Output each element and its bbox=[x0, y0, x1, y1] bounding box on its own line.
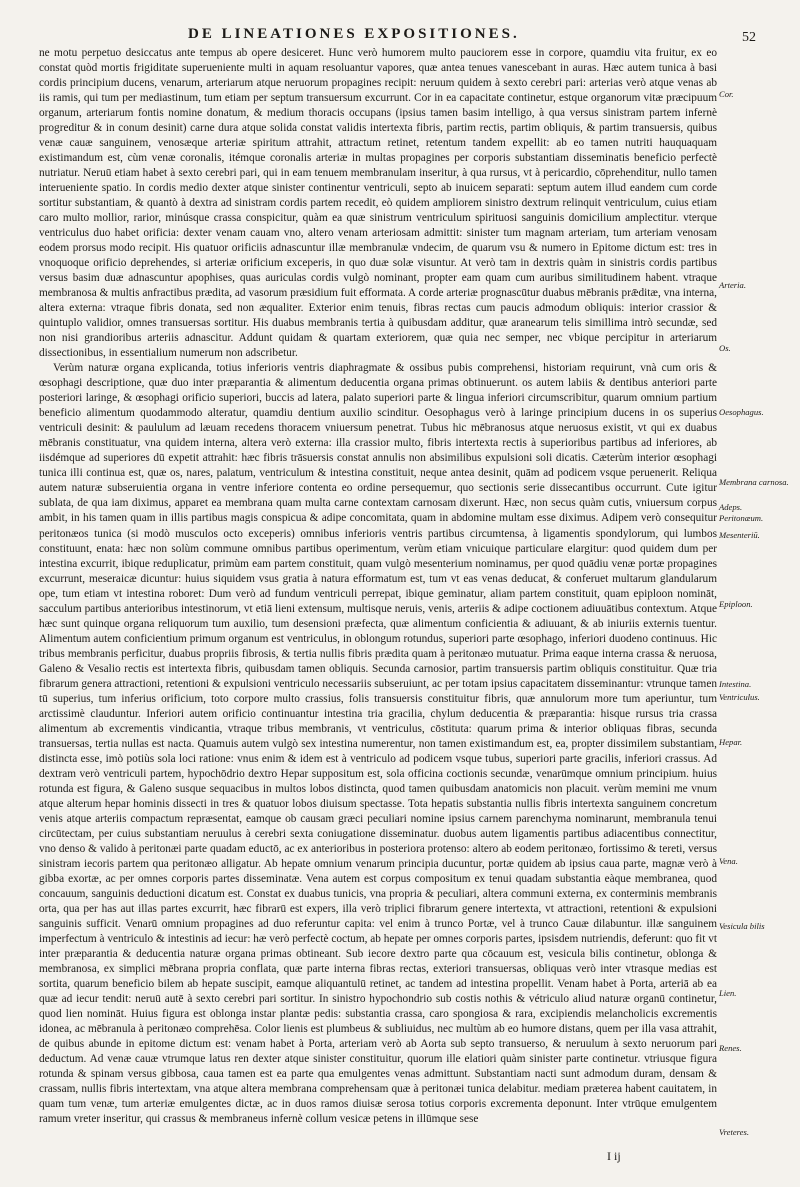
margin-note: Hepar. bbox=[719, 737, 743, 747]
paragraph: Verùm naturæ organa explicanda, totius inferioris ventris diaphragmate & ossibus pubis comprehensi, historiam requirunt, vnà cum oris & œsophagi descriptione, quæ duo inter præparantia & alimentum deducentia organa primas obtinuerunt. os autem labiis & dentibus anteriori parte posteriori laringe, & œsophagi orificio superiori, buccis ad latera, palato superiori parte & lingua inferiori circumscribitur, quarum omnium partium beneficio alimentum quodammodo alteratur, quamdiu dentium auxilio scinditur. Oesophagus verò à laringe principium ducens in os superius ventriculi desinit: & paululum ad læuam recedens thoracem vniuersum penetrat. Tubus hic mēbranosus atque neruosus existit, vt qui ex duabus mēbranis constituatur, vna quidem interna, altera verò externa: illa crassior multo, fibris intertexta rectis à superioribus partibus ad inferiores, ab iisdémque ad superiores dū expetit attrahit: hæc fibris trāsuersis constat annulis non absimilibus expulsioni soli dicatis. Cæterùm interior œsophagi tunica illi continua est, quæ os, nares, palatum, ventriculum & intestina constituit, neque antea desinit, quām ad podicem vsque peruenerit. Reliqua autem naturæ subseruientia organa in ventre inferiore contenta eo ordine persequemur, quo sectionis serie dissecantibus occurrunt. Cute igitur sublata, de qua iam diximus, apparet ea membrana quam multa carne contextam carnosam dixerunt. Hæc, non secus quàm cutis, vniuersum corpus ambit, in his tamen quam in illis partibus magis conspicua & adipe concomitata, quam in abdomine multam esse diximus. Adipem verò consequitur peritonæos tunica (si modò musculos octo exceperis) omnibus inferioris ventris partibus circumtensa, à ligamentis spondylorum, qui lumbos constituunt, enata: hæc non solùm commune omnibus partibus operimentum, verùm etiam vnicuique particulare elargitur: quod quidem dum per intestina excurrit, ibique reduplicatur, primùm eam partem constituit, quam vulgò mesenterium nominamus, per quod quādiu venæ portæ propagines excurrunt, meseraicæ dicuntur: huius siquidem vsus gratia à natura efformatum est, tum vt eas venas deducat, & conferuet multarum glandularum ope, tum etiam vt intestina roboret: Dum verò ad fundum ventriculi perrepat, ibique geminatur, aliam partem constituit, quam epiploon nomināt, sacculum partibus anterioribus intestinorum, vt etiā lieni extensum, multisque neruis, venis, arteriis & adipe coctionem adiuuātibus contextum. Atque hæc sunt quinque organa reliquorum tum auxilio, tum desensioni præfecta, quæ alimentum conficientia & adiuuant, & ab iniuriis externis tuentur. Alimentum autem conficientium primum organum est ventriculus, in oblongum rotundus, superiori parte œsophago, inferiori duodeno continuus. Hic tribus membranis perficitur, duabus propriis fibrosis, & tertia nullis fibris prædita quam à peritonæo mutuatur. Prima eaque interna crassa & neruosa, Galeno & Vesalio rectis est intertexta fibris, quibusdam tamen obliquis. Secunda carnosior, partim transuersis partim obliquis constituitur. Quæ tria fibrarum genera attractioni, retentioni & expulsioni ventriculo necessariis subseruiunt, ac per totam ipsius capacitatem disseminantur: vtrunque tamen tū superius, tum inferius orificium, toto corpore multo crassius, folis transuersis constituitur fibris, quæ annulorum more tum aperiuntur, tum arctissimè clauduntur. Inferiori autem orificio continuantur intestina tria gracilia, chylum deducentia & præparantia: hisque rursus tria crassa alimentum ab excrementis vindicantia, vtraque tribus membranis, vt ventriculus, cōstituta: quarum prima & interior obliquas fibras, secunda transuersas, tertia nullas est nacta. Quamuis autem vulgò sex intestina numerentur, non tamen existimandum est, ea, propter dissimilem substantiam, distincta esse, imò potiùs sola loci ratione: vnus enim & idem est à ventriculo ad podicem vsque tubus, superiori parte gracilis, inferiori crassus. Ad dextram verò ventriculi partem, hypochōdrio dextro Hepar suppositum est, sola officina coctionis secundæ, venarūmque omnium principium. huius rotunda est figura, & Galeno susque sequacibus in multos lobos distincta, quod tamen quibusdam anatomicis non placuit. verùm memini me vnum atque alterum hepar hominis dissecti in tres & quatuor lobos diuisum spectasse. Tota hepatis substantia nullis fibris intertexta sanguinem concretum venis atque arteriis compactum repræsentat, eamque ob causam græci peculiari nomine ipsius carnem parenchyma nominarunt, membranula tenui circūtectam, per cuius substantiam neruulus à cerebri sexta coniugatione disseminatur. duobus autem ligamentis partibus adiacentibus connectitur, vno denso & valido à peritonæi parte quadam eductō, ac ex anterioribus in posteriora protenso: altero ab eodem peritonæo, fortissimo & tereti, versus sinistram iecoris partem qua peritonæo alligatur. Ab hepate omnium venarum principia ducuntur, portæ quidem ab ipsius caua parte, magnæ verò à gibba exortæ, ac per omnes corporis partes disseminatæ. Vena autem est corpus compositum ex tenui quadam substantia eàque membranea, quod concauum, sanguinis deductioni dicatum est. Constat ex duabus tunicis, vna propria & peculiari, altera communi externa, ex conterminis membranis orta, qua per has aut illas partes excurrit, hæc fibrarū est expers, illa verò triplici fibrarum genere intertexta, vt attractioni, retentioni & expulsioni sanguinis sufficit. Venarū omnium propagines ad duo referuntur capita: vel enim à trunco Portæ, vel à trunco Cauæ dilabuntur. illæ sanguinem imperfectum à ventriculo & intestinis ad iecur: hæ verò perfectè coctum, ab hepate per omnes corporis partes, ipsisdem nutriendis, deferunt: quo fit vt inter præparantia & deducentia naturæ organa primas obtineant. Sub iecore dextro parte qua cōcauum est, vesicula bilis continetur, oblonga & membranosa, ex simplici mēbrana propria conflata, quæ parte interna fibras rectas, exteriori transuersas, obliquas verò inter vtrasque medias est sortita, quarum beneficio bilem ab hepate suscipit, eamque aliquantulū retinet, ac tandem ad intestina propellit. Venam habet à Porta, arteriā ab ea quæ ad iecur tendit: neruū autē à sexto cerebri pari sortitur. In sinistro hypochondrio sub costis nothis & vétriculo aliud naturæ organū continetur, quod lien nomināt. Huius figura est oblonga instar plantæ pedis: substantia crassa, caro spongiosa & rara, excipiendis melancholicis excrementis idonea, ac mēbranula à peritonæo comprehēsa. Color lienis est plumbeus & subliuidus, nec multùm ab eo humore distans, quem per illa vasa attrahit, de quibus abunde in epitome dictum est: venam habet à Porta, arteriam verò ab Aorta sub septo transuerso, & neruulum à sexto neruorum pari deductum. Ad venæ cauæ vtrumque latus ren dexter atque sinister constituitur, quorum ille elatiori quàm sinister parte continetur. vtriusque figura rotunda & spinam versus gibbosa, caua tamen est ea parte qua emulgentes venas admittunt. Substantiam nacti sunt admodum duram, densam & crassam, nullis fibris intertextam, vna atque altera membrana comprehensam quæ à peritonæi tunica delabitur. mediam præterea habent cauitatem, in quam tum venæ, tum arteriæ emulgentes dictæ, ac in duos ramos diuisæ serosa totius corporis excrementa deponunt. Inter vtrūque emulgentem ramum vreter inseritur, qui crassus & membraneus infernè collum vesicæ petens in illūmque sese bbox=[39, 362, 717, 1126]
margin-note: Lien. bbox=[719, 988, 737, 998]
margin-note: Cor. bbox=[719, 89, 734, 99]
margin-note: Ventriculus. bbox=[719, 692, 760, 702]
running-title: DE LINEATIONES EXPOSITIONES. bbox=[188, 26, 520, 42]
margin-note: Intestina. bbox=[719, 679, 752, 689]
margin-note: Arteria. bbox=[719, 280, 746, 290]
signature-mark: I ij bbox=[607, 1149, 621, 1163]
margin-note: Oesophagus. bbox=[719, 407, 764, 417]
margin-note: Adeps. bbox=[719, 502, 743, 512]
margin-note: Vreteres. bbox=[719, 1127, 749, 1137]
margin-note: Mesenteriū. bbox=[719, 530, 760, 540]
margin-note: Membrana carnosa. bbox=[719, 477, 789, 487]
main-text-block bbox=[39, 46, 717, 1136]
page-number: 52 bbox=[742, 30, 756, 45]
margin-notes bbox=[719, 0, 789, 1187]
paragraph: ne motu perpetuo desiccatus ante tempus ab opere desiceret. Hunc verò humorem multo pauciorem esse in corpore, quamdiu vita fruitur, ex eo constat quòd mortis frigiditate superueniente multi in aquam resoluantur vapores, quæ antea tenues vanescebant in auras. Hæc autem tunica à basi cordis principium ducens, venarum, arteriarum atque neruorum propagines recipit: neruum quidem à sexto cerebri pari: arterias verò atque venas ab iis ramis, qui tum per mediastinum, tum etiam per septum transuersum excurrunt. Cor in ea capacitate continetur, estque organorum vitæ præcipuum organum, arteriarum fontis nomine donatum, & medium thoracis occupans (ipsius tamen basim intelligo, à qua versus sinistram partem infernè progreditur & in conum desinit) carne dura atque solida constat validis intertexta fibris, partim rectis, partim obliquis, & partim transuersis, quibus venæ cauæ sanguinem, venosæque arteriæ spiritum attrahit, attractum retinet, retentum tandem expellit: ab eo tamen nutriti hauquaquam existimandum est, cùm venæ coronalis, itémque coronalis arteriæ in multas propagines per corporis substantiam disseminatis beneficio perfectè nutriatur. Neruū etiam habet à sexto cerebri pari, qui in eam tenuem membranulam inseritur, à qua rursus, vt à pericardio, cōprehenditur, nullo tamen interueniente spatio. In cordis medio dexter atque sinister continentur ventriculi, septo ab inuicem separati: septum autem illud eandem cum corde sortitur substantiam, & quantò à dextra ad sinistram cordis partem recedit, eò quidem ampliorem sinistro dextrum relinquit ventriculum, cuius etiam caro multo mollior, rarior, minúsque crassa conspicitur, quàm ea quæ sinistrum ventriculum spirituosi sanguinis domicilium amplectitur. vterque ventriculus duo habet orificia: dexter venam cauam vno, altero venam arteriosam admittit: sinister tum magnam arteriam, tum arteriam venosam eodem prorsus modo recipit. His quatuor orificiis adnascuntur illæ membranulæ vndecim, de quarum vsu & numero in Epitome dictum est: tres in vnoquoque orificio deprehendes, si arteriæ orificium exceperis, in quo duæ solæ visuntur. At verò tam in dextris quàm in sinistris cordis partibus versus basim duæ adnascuntur apophises, quas auriculas cordis vulgò nominant, propter eam quam cum auribus similitudinem habent. vtraque membranosa & multis anfractibus prædita, ad vasorum præsidium fuit efformata. A corde arteriæ prognascūtur duabus mēbranis prǣditæ, vna interna, altera externa: vtraque fibris donata, sed non æqualiter. Exterior enim tenuis, fibras rectas cum paucis admodum obliquis: interior crassior & quintuplo validior, omnes transuersas sortitur. His duabus membranis tertia à quibusdam additur, quæ aranearum telis simillima intrò secundæ, sed non nisi grandioribus arteriis adnascitur. Addunt quidam & quartam exteriorem, quæ quia nec semper, nec vbique percipitur in arteriarum dissectionibus, in essentialium numerum non adscribetur. bbox=[39, 47, 717, 360]
margin-note: Renes. bbox=[719, 1043, 742, 1053]
margin-note: Peritonæum. bbox=[719, 513, 764, 523]
margin-note: Epiploon. bbox=[719, 599, 753, 609]
margin-note: Vesicula bilis bbox=[719, 921, 765, 931]
page-header bbox=[40, 26, 710, 48]
margin-note: Vena. bbox=[719, 856, 738, 866]
margin-note: Os. bbox=[719, 343, 731, 353]
